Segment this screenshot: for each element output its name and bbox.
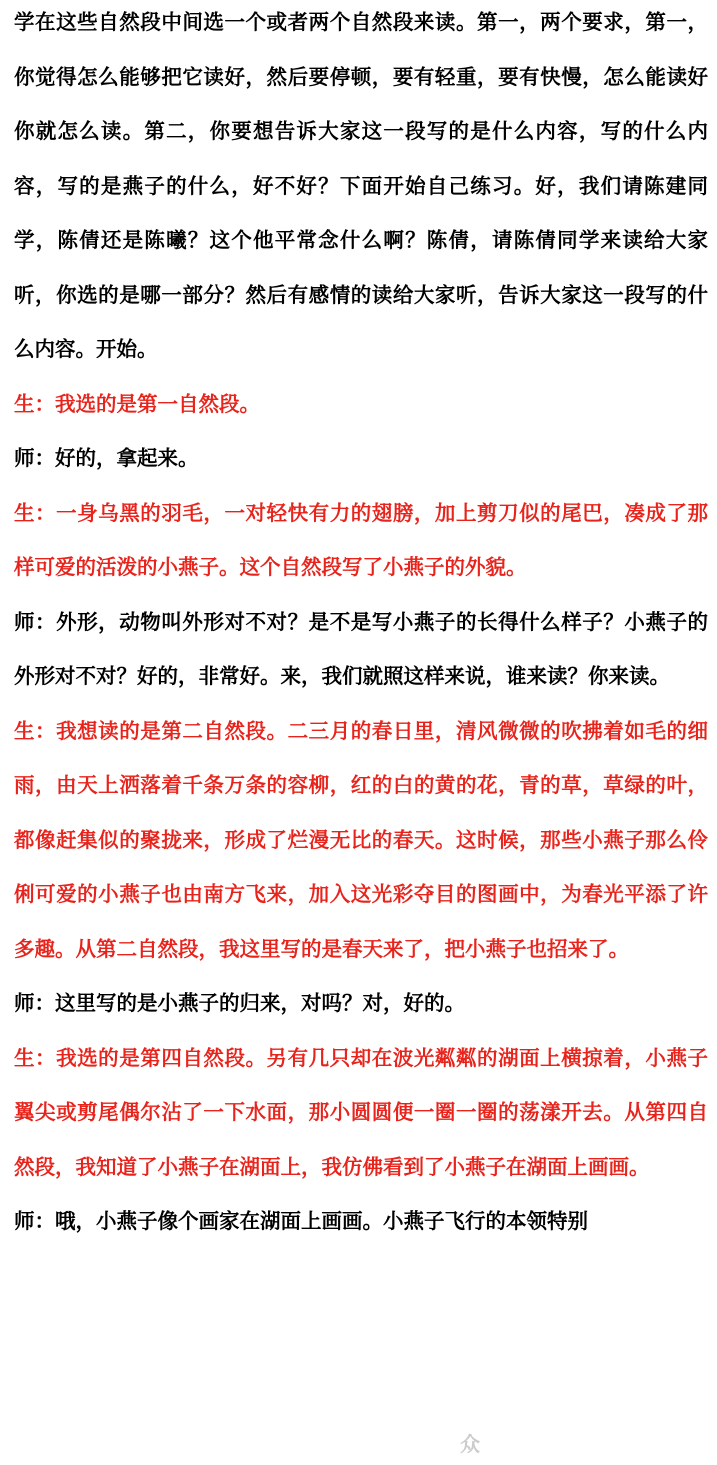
student-paragraph: 生：一身乌黑的羽毛，一对轻快有力的翅膀，加上剪刀似的尾巴，凑成了那样可爱的活泼的小燕子。这个自然段写了小燕子的外貌。: [14, 500, 708, 579]
student-paragraph: 生：我选的是第一自然段。: [14, 391, 260, 416]
teacher-paragraph: 师：哦，小燕子像个画家在湖面上画画。小燕子飞行的本领特别: [14, 1209, 588, 1233]
transcript-document: [14, 0, 708, 1249]
student-paragraph: 生：我选的是第四自然段。另有几只却在波光粼粼的湖面上横掠着，小燕子翼尖或剪尾偶尔沾了一下水面，那小圆圆便一圈一圈的荡漾开去。从第四自然段，我知道了小燕子在湖面上，我仿佛看到了小燕子在湖面上画画。: [14, 1045, 708, 1179]
teacher-paragraph: 学在这些自然段中间选一个或者两个自然段来读。第一，两个要求，第一，你觉得怎么能够把它读好，然后要停顿，要有轻重，要有快慢，怎么能读好你就怎么读。第二，你要想告诉大家这一段写的是什么内容，写的什么内容，写的是燕子的什么，好不好？下面开始自己练习。好，我们请陈建同学，陈倩还是陈曦？这个他平常念什么啊？陈倩，请陈倩同学来读给大家听，你选的是哪一部分？然后有感情的读给大家听，告诉大家这一段写的什么内容。开始。: [14, 10, 708, 361]
watermark: 众: [460, 1432, 480, 1456]
teacher-paragraph: 师：外形，动物叫外形对不对？是不是写小燕子的长得什么样子？小燕子的外形对不对？好的，非常好。来，我们就照这样来说，谁来读？你来读。: [14, 609, 708, 688]
student-paragraph: 生：我想读的是第二自然段。二三月的春日里，清风微微的吹拂着如毛的细雨，由天上洒落着千条万条的容柳，红的白的黄的花，青的草，草绿的叶，都像赶集似的聚拢来，形成了烂漫无比的春天。这时候，那些小燕子那么伶俐可爱的小燕子也由南方飞来，加入这光彩夺目的图画中，为春光平添了许多趣。从第二自然段，我这里写的是春天来了，把小燕子也招来了。: [14, 718, 708, 961]
teacher-paragraph: 师：好的，拿起来。: [14, 446, 199, 470]
teacher-paragraph: 师：这里写的是小燕子的归来，对吗？对，好的。: [14, 991, 465, 1015]
